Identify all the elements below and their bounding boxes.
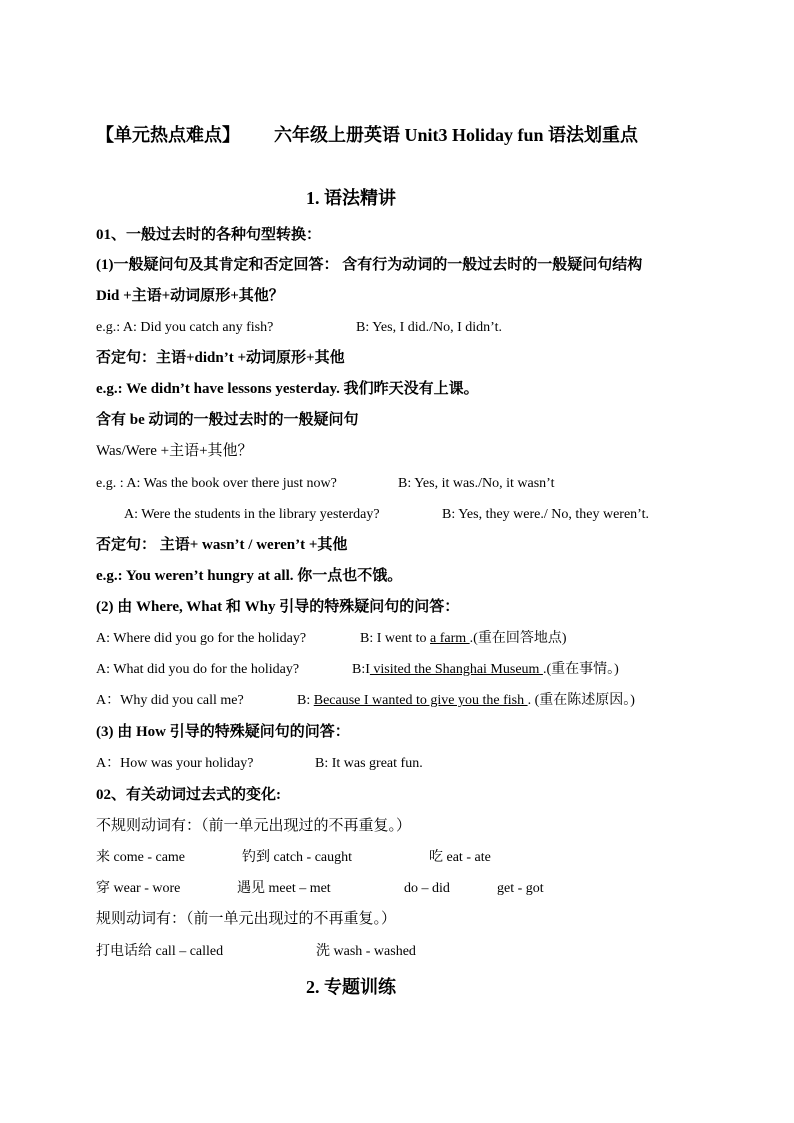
be-verb-heading: 含有 be 动词的一般过去时的一般疑问句 [96, 412, 359, 428]
verb-pair: 穿 wear - wore [96, 881, 181, 896]
regular-row-1 [96, 943, 416, 961]
answer-prefix: B: I went to [360, 631, 430, 646]
example-row-1 [96, 319, 502, 337]
why-question: A：Why did you call me? [96, 693, 244, 708]
what-answer [352, 661, 619, 679]
section-heading-2: 2. 专题训练 [306, 977, 396, 997]
how-answer: B: It was great fun. [315, 756, 423, 771]
negative-rule-1: 否定句：主语+didn’t +动词原形+其他 [96, 350, 345, 366]
verb-pair: get - got [497, 881, 544, 896]
irregular-verbs-label: 不规则动词有：（前一单元出现过的不再重复。） [96, 818, 412, 834]
negative-rule-2: 否定句： 主语+ wasn’t / weren’t +其他 [96, 537, 348, 553]
verb-pair: 钓到 catch - caught [242, 850, 353, 865]
example-answer: B: Yes, it was./No, it wasn’t [398, 476, 555, 491]
title-main: 六年级上册英语 Unit3 Holiday fun 语法划重点 [274, 125, 639, 145]
why-row [96, 692, 635, 710]
verb-pair: 洗 wash - washed [316, 944, 416, 959]
verb-pair: 来 come - came [96, 850, 186, 865]
answer-underlined: a farm [430, 631, 470, 646]
answer-note: . (重在陈述原因。) [527, 693, 635, 708]
section-heading-1: 1. 语法精讲 [306, 188, 396, 208]
how-question: A：How was your holiday? [96, 756, 254, 771]
heading-01: 01、一般过去时的各种句型转换： [96, 227, 322, 243]
structure-did: Did +主语+动词原形+其他？ [96, 288, 284, 304]
example-question: e.g. : A: Was the book over there just now? [96, 476, 337, 491]
example-question: A: Were the students in the library yesterday? [124, 507, 380, 522]
example-question: e.g.: A: Did you catch any fish? [96, 320, 274, 335]
answer-underlined: visited the Shanghai Museum [369, 662, 543, 677]
answer-note: .(重在回答地点) [469, 631, 567, 646]
title-prefix: 【单元热点难点】 [96, 125, 240, 145]
heading-02: 02、有关动词过去式的变化: [96, 787, 281, 803]
answer-note: .(重在事情。) [542, 662, 619, 677]
example-row-3 [124, 506, 649, 524]
what-row [96, 661, 619, 679]
what-question: A: What did you do for the holiday? [96, 662, 300, 677]
how-row [96, 755, 423, 773]
verb-pair: 打电话给 call – called [96, 944, 224, 959]
answer-underlined: Because I wanted to give you the fish [313, 693, 528, 708]
verb-pair: 吃 eat - ate [429, 850, 491, 865]
subheading-2: (2) 由 Where, What 和 Why 引导的特殊疑问句的问答： [96, 599, 460, 615]
negative-example-2: e.g.: You weren’t hungry at all. 你一点也不饿。 [96, 568, 403, 584]
example-row-2 [96, 475, 555, 493]
page-title [96, 124, 638, 146]
where-answer [360, 630, 566, 648]
answer-prefix: B: [297, 693, 314, 708]
verb-pair: 遇见 meet – met [237, 881, 331, 896]
negative-example-1: e.g.: We didn’t have lessons yesterday. 我们昨天没有上课。 [96, 381, 479, 397]
where-question: A: Where did you go for the holiday? [96, 631, 307, 646]
subheading-1: (1)一般疑问句及其肯定和否定回答： 含有行为动词的一般过去时的一般疑问句结构 [96, 257, 643, 273]
irregular-row-2 [96, 880, 544, 898]
verb-pair: do – did [404, 881, 450, 896]
where-row [96, 630, 567, 648]
why-answer [297, 692, 635, 710]
subheading-3: (3) 由 How 引导的特殊疑问句的问答： [96, 724, 350, 740]
regular-verbs-label: 规则动词有：（前一单元出现过的不再重复。） [96, 911, 397, 927]
structure-was-were: Was/Were +主语+其他？ [96, 443, 253, 459]
example-answer: B: Yes, they were./ No, they weren’t. [442, 507, 649, 522]
answer-prefix: B:I [352, 662, 370, 677]
example-answer: B: Yes, I did./No, I didn’t. [356, 320, 502, 335]
irregular-row-1 [96, 849, 491, 867]
